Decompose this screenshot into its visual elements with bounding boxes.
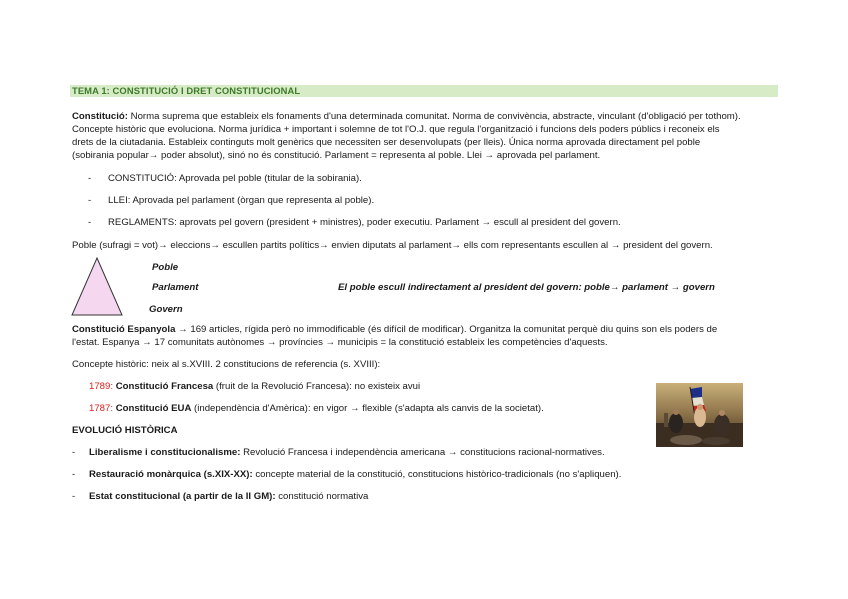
constitucio-eua-text: (independència d'Amèrica): en vigor → flexible (s'adapta als canvis de la societat).: [194, 403, 544, 414]
espanyola-line-2: l'estat. Espanya → 17 comunitats autònomes → províncies → municipis = la constitució estableix les competències d'aquests.: [72, 337, 608, 348]
hierarchy-llei: LLEI: Aprovada pel parlament (òrgan que representa al poble).: [108, 195, 375, 206]
concepte-item-1789: [89, 380, 420, 393]
evolucio-text: constitució normativa: [278, 491, 369, 502]
list-dash: -: [88, 173, 92, 184]
pyramid-note: El poble escull indirectament al president del govern: poble→ parlament → govern: [338, 282, 715, 293]
espanyola-label: Constitució Espanyola: [72, 324, 176, 335]
evolucio-label: Liberalisme i constitucionalisme:: [89, 447, 241, 458]
pyramid-triangle-icon: [70, 257, 124, 317]
evolucio-item-restauracio: [72, 468, 621, 481]
hierarchy-reglaments: REGLAMENTS: aprovats pel govern (president + ministres), poder executiu. Parlament → escull al president del govern.: [108, 217, 621, 228]
constitucio-label: Constitució:: [72, 111, 128, 122]
pyramid-label-parlament: Parlament: [152, 282, 199, 293]
evolucio-label: Estat constitucional (a partir de la II GM):: [89, 491, 276, 502]
espanyola-text-1: → 169 articles, rígida però no immodificable (és difícil de modificar). Organitza la comunitat perquè diu quins son els poders de: [178, 324, 718, 335]
espanyola-line-1: [72, 323, 778, 336]
evolucio-item-estat: [72, 490, 368, 503]
page-title: TEMA 1: CONSTITUCIÓ I DRET CONSTITUCIONAL: [72, 85, 301, 96]
concepte-item-1787: [89, 402, 544, 415]
evolucio-text: Revolució Francesa i independència americana → constitucions racional-normatives.: [243, 447, 605, 458]
constitucio-francesa-label: Constitució Francesa: [115, 381, 214, 392]
liberty-leading-the-people-painting: [656, 383, 743, 447]
year-1789: 1789:: [89, 381, 114, 392]
pyramid-label-poble: Poble: [152, 262, 179, 273]
list-dash: -: [88, 217, 92, 228]
espanyola-paragraph: [72, 323, 778, 349]
pyramid-label-govern: Govern: [149, 304, 183, 315]
constitucio-line-4: (sobirania popular→ poder absolut), sinó no és constitució. Parlament = representa al poble. Llei → aprovada pel parlament.: [72, 150, 601, 161]
constitucio-line-2: Concepte històric que evoluciona. Norma jurídica + important i solemne de tot l'O.J. que regula l'organització i funcions dels poders públics i reconeix els: [72, 124, 720, 135]
constitucio-line-1: [72, 110, 778, 123]
hierarchy-constitucio: CONSTITUCIÓ: Aprovada pel poble (titular de la sobirania).: [108, 173, 362, 184]
evolucio-label: Restauració monàrquica (s.XIX-XX):: [89, 469, 253, 480]
list-dash: -: [72, 447, 76, 458]
list-dash: -: [72, 469, 76, 480]
evolucio-item-liberalisme: [72, 446, 605, 459]
evolucio-heading: EVOLUCIÓ HISTÒRICA: [72, 425, 178, 436]
constitucio-text-1: Norma suprema que estableix els fonaments d'una determinada comunitat. Norma de convivència, abstracte, vinculant (d'obligació per tothom).: [130, 111, 741, 122]
list-dash: -: [88, 195, 92, 206]
constitucio-paragraph: [72, 110, 778, 162]
constitucio-eua-label: Constitució EUA: [115, 403, 192, 414]
poble-line: Poble (sufragi = vot)→ eleccions→ escullen partits polítics→ envien diputats al parlament→ ells com representants escullen al → president del govern.: [72, 240, 713, 251]
constitucio-line-3: drets de la ciutadania. Estableix continguts molt genèrics que necessiten ser desenvolupats (per lleis). Única norma aprovada directament pel poble: [72, 137, 701, 148]
concepte-line: Concepte històric: neix al s.XVIII. 2 constitucions de referencia (s. XVIII):: [72, 359, 381, 370]
list-dash: -: [72, 491, 76, 502]
year-1787: 1787:: [89, 403, 114, 414]
evolucio-text: concepte material de la constitució, constitucions històrico-tradicionals (no s'apliquen).: [255, 469, 622, 480]
constitucio-francesa-text: (fruit de la Revolució Francesa): no existeix avui: [215, 381, 421, 392]
